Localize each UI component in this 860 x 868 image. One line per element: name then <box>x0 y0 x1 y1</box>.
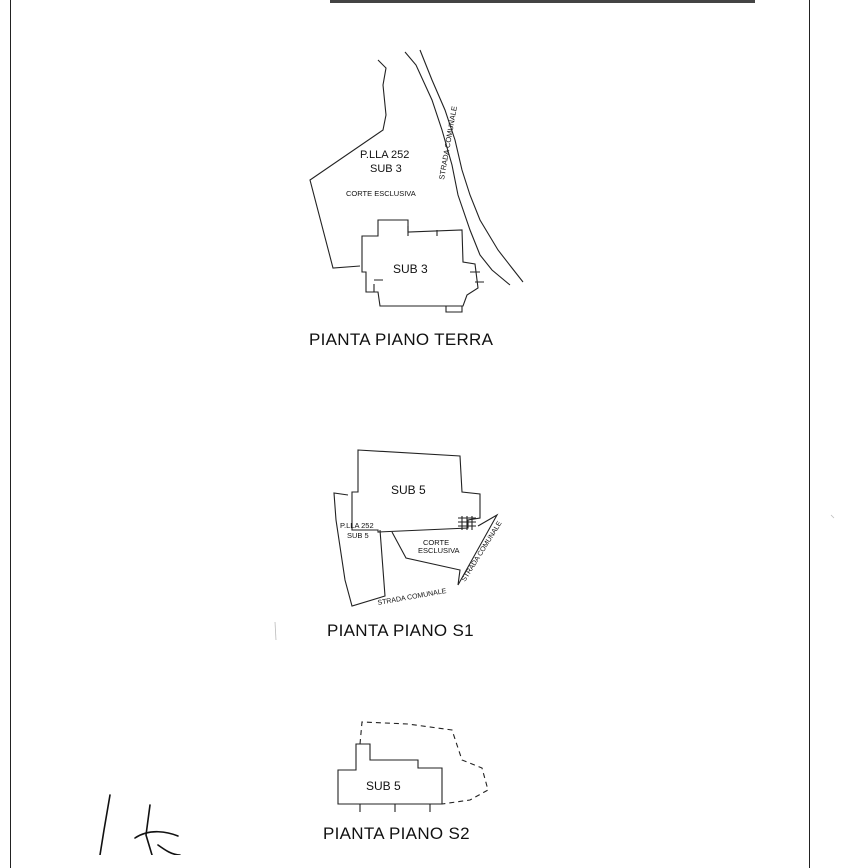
parcel-sub-s1: SUB 5 <box>347 531 369 540</box>
road-label-s1-bottom: STRADA COMUNALE <box>377 587 447 607</box>
parcel-label-s1: P.LLA 252 <box>340 521 374 530</box>
road-line-right <box>420 50 523 282</box>
parcel-label-terra: P.LLA 252 <box>360 149 410 161</box>
unit-label-s1: SUB 5 <box>391 483 426 497</box>
signature-mark <box>100 795 180 855</box>
caption-piano-terra: PIANTA PIANO TERRA <box>309 330 494 349</box>
plan-piano-s2 <box>338 722 488 812</box>
road-line-left <box>405 52 510 285</box>
unit-label-s2: SUB 5 <box>366 779 401 793</box>
parcel-sub-terra: SUB 3 <box>370 163 402 175</box>
caption-piano-s1: PIANTA PIANO S1 <box>327 621 474 640</box>
court-label-s1-line2: ESCLUSIVA <box>418 546 460 555</box>
road-label-s1-diagonal: STRADA COMUNALE <box>460 520 504 584</box>
building-sub5-s2 <box>338 744 442 804</box>
court-label-s1-line1: CORTE <box>423 538 450 547</box>
entrance-step-terra <box>446 306 462 312</box>
court-label-terra: CORTE ESCLUSIVA <box>346 189 416 198</box>
caption-piano-s2: PIANTA PIANO S2 <box>323 824 470 843</box>
road-label-terra: STRADA COMUNALE <box>437 105 459 181</box>
unit-label-terra: SUB 3 <box>393 262 428 276</box>
